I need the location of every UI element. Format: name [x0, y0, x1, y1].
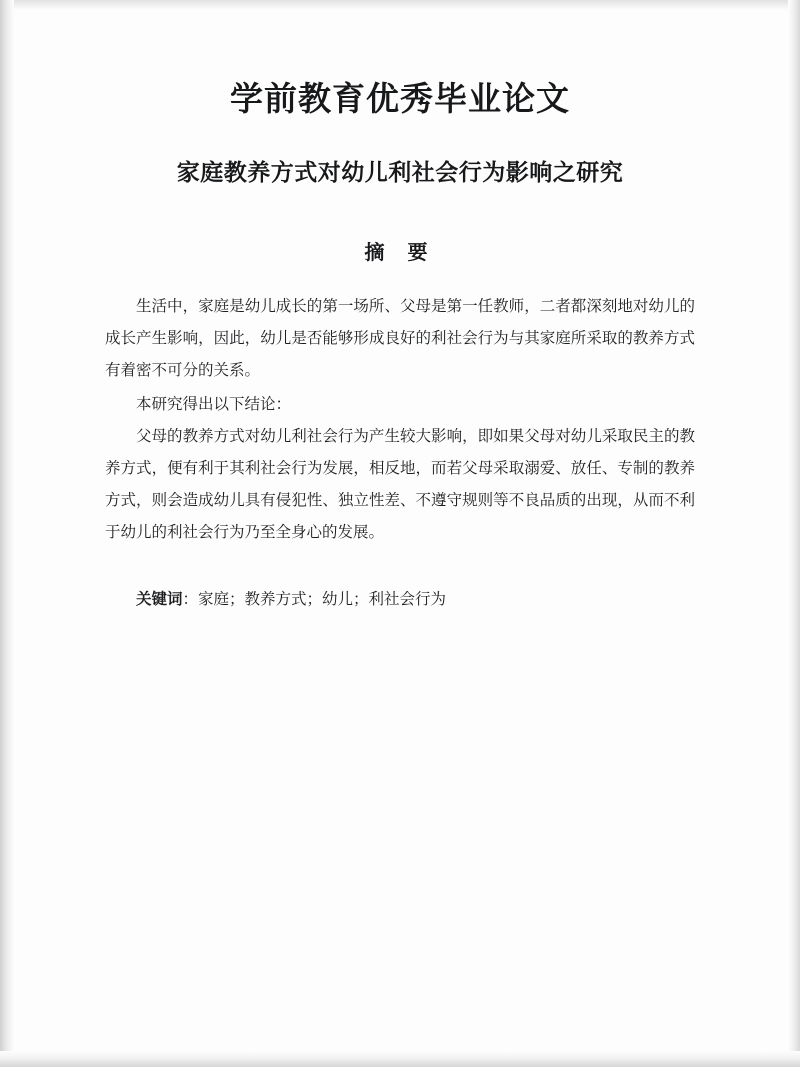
document-subtitle: 家庭教养方式对幼儿利社会行为影响之研究: [176, 159, 624, 187]
keywords-separator: ：: [182, 589, 199, 608]
abstract-paragraph-3: 父母的教养方式对幼儿利社会行为产生较大影响，即如果父母对幼儿采取民主的教养方式，便有利于其利社会行为发展，相反地，而若父母采取溺爱、放任、专制的教养方式，则会造成幼儿具有侵犯性、独立性差、不遵守规则等不良品质的出现，从而不利于幼儿的利社会行为乃至全身心的发展。: [105, 426, 695, 541]
abstract-heading: 摘 要: [364, 240, 436, 265]
page-edge-top: [0, 0, 800, 10]
document-content: [105, 78, 695, 615]
page-edge-left: [0, 0, 14, 1067]
page-edge-right: [788, 0, 800, 1067]
keywords-value: 家庭；教养方式；幼儿；利社会行为: [198, 589, 447, 608]
keywords-line: [105, 583, 695, 615]
keywords-label: 关键词: [136, 588, 183, 608]
page-edge-bottom: [0, 1051, 800, 1067]
abstract-paragraph-1: 生活中，家庭是幼儿成长的第一场所、父母是第一任教师，二者都深刻地对幼儿的成长产生影响，因此，幼儿是否能够形成良好的利社会行为与其家庭所采取的教养方式有着密不可分的关系。: [105, 297, 695, 380]
abstract-paragraph-2: 本研究得出以下结论：: [136, 395, 292, 414]
page-title: 学前教育优秀毕业论文: [230, 79, 570, 118]
